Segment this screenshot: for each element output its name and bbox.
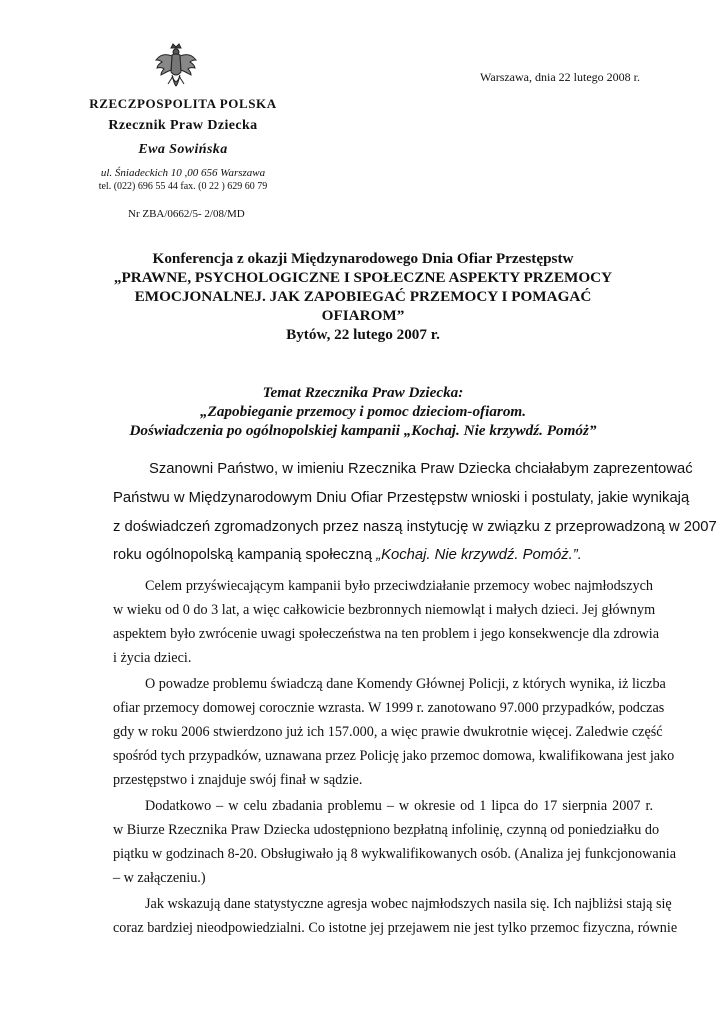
letterhead-country: RZECZPOSPOLITA POLSKA [89, 96, 277, 111]
conference-line: Konferencja z okazji Międzynarodowego Dnia Ofiar Przestępstw [152, 250, 574, 267]
polish-eagle-emblem-icon [154, 42, 198, 92]
topic-line: Doświadczenia po ogólnopolskiej kampanii „Kochaj. Nie krzywdź. Pomóż” [129, 422, 597, 439]
conference-line: EMOCJONALNEJ. JAK ZAPOBIEGAĆ PRZEMOCY I POMAGAĆ [134, 288, 592, 305]
body-line [113, 547, 653, 563]
body-line: Szanowni Państwo, w imieniu Rzecznika Praw Dziecka chciałabym zaprezentować [149, 461, 693, 477]
letter-date: Warszawa, dnia 22 lutego 2008 r. [480, 70, 640, 84]
campaign-name: „Kochaj. Nie krzywdź. Pomóż.”. [376, 547, 582, 563]
topic-line: „Zapobieganie przemocy i pomoc dzieciom-ofiarom. [199, 403, 527, 420]
body-line: z doświadczeń zgromadzonych przez naszą instytucję w związku z przeprowadzoną w 2007 [113, 519, 717, 535]
body-line: Dodatkowo – w celu zbadania problemu – w okresie od 1 lipca do 17 sierpnia 2007 r. [145, 798, 653, 814]
conference-line: „PRAWNE, PSYCHOLOGICZNE I SPOŁECZNE ASPEKTY PRZEMOCY [113, 269, 613, 286]
topic-line: Temat Rzecznika Praw Dziecka: [262, 384, 464, 401]
topic-heading [110, 383, 616, 440]
body-text: roku ogólnopolską kampanią społeczną [113, 547, 377, 563]
letterhead-name: Ewa Sowińska [138, 142, 228, 157]
conference-heading [110, 249, 616, 344]
body-line: Państwu w Międzynarodowym Dniu Ofiar Przestępstw wnioski i postulaty, jakie wynikają [113, 490, 690, 506]
body-line: O powadze problemu świadczą dane Komendy Głównej Policji, z których wynika, iż liczba [145, 676, 666, 692]
body-line: piątku w godzinach 8-20. Obsługiwało ją 8 wykwalifikowanych osób. (Analiza jej funkcjonowania [113, 846, 677, 862]
body-line: aspektem było zwrócenie uwagi społeczeństwa na ten problem i jego konsekwencje dla zdrowia [113, 626, 660, 642]
letterhead-phone: tel. (022) 696 55 44 fax. (0 22 ) 629 60 79 [98, 181, 268, 192]
conference-date-line: Bytów, 22 lutego 2007 r. [286, 326, 440, 343]
letterhead-office: Rzecznik Praw Dziecka [108, 118, 258, 133]
body-line: Jak wskazują dane statystyczne agresja wobec najmłodszych nasila się. Ich najbliżsi stają się [145, 896, 672, 912]
letterhead-address: ul. Śniadeckich 10 ,00 656 Warszawa [100, 167, 266, 179]
body-line: ofiar przemocy domowej corocznie wzrasta. W 1999 r. zanotowano 97.000 przypadków, podczas [113, 700, 665, 716]
conference-line: OFIAROM” [321, 307, 405, 324]
body-line: przestępstwo i znajduje swój finał w sądzie. [113, 772, 363, 788]
body-line: Celem przyświecającym kampanii było przeciwdziałanie przemocy wobec najmłodszych [145, 578, 653, 594]
body-line: – w załączeniu.) [113, 870, 206, 886]
body-line: i życia dzieci. [113, 650, 192, 666]
body-line: w wieku od 0 do 3 lat, a więc całkowicie bezbronnych niemowląt i małych dzieci. Jej głównym [113, 602, 656, 618]
body-line: w Biurze Rzecznika Praw Dziecka udostępniono bezpłatną infolinię, czynną od poniedziałku do [113, 822, 660, 838]
body-line: spośród tych przypadków, uznawana przez Policję jako przemoc domowa, kwalifikowana jest jako [113, 748, 675, 764]
body-line: coraz bardziej nieodpowiedzialni. Co istotne jej przejawem nie jest tylko przemoc fizyczna, równie [113, 920, 678, 936]
body-line: gdy w roku 2006 stwierdzono już ich 157.000, a więc prawie dwukrotnie więcej. Zaledwie część [113, 724, 663, 740]
reference-number: Nr ZBA/0662/5- 2/08/MD [128, 208, 245, 220]
